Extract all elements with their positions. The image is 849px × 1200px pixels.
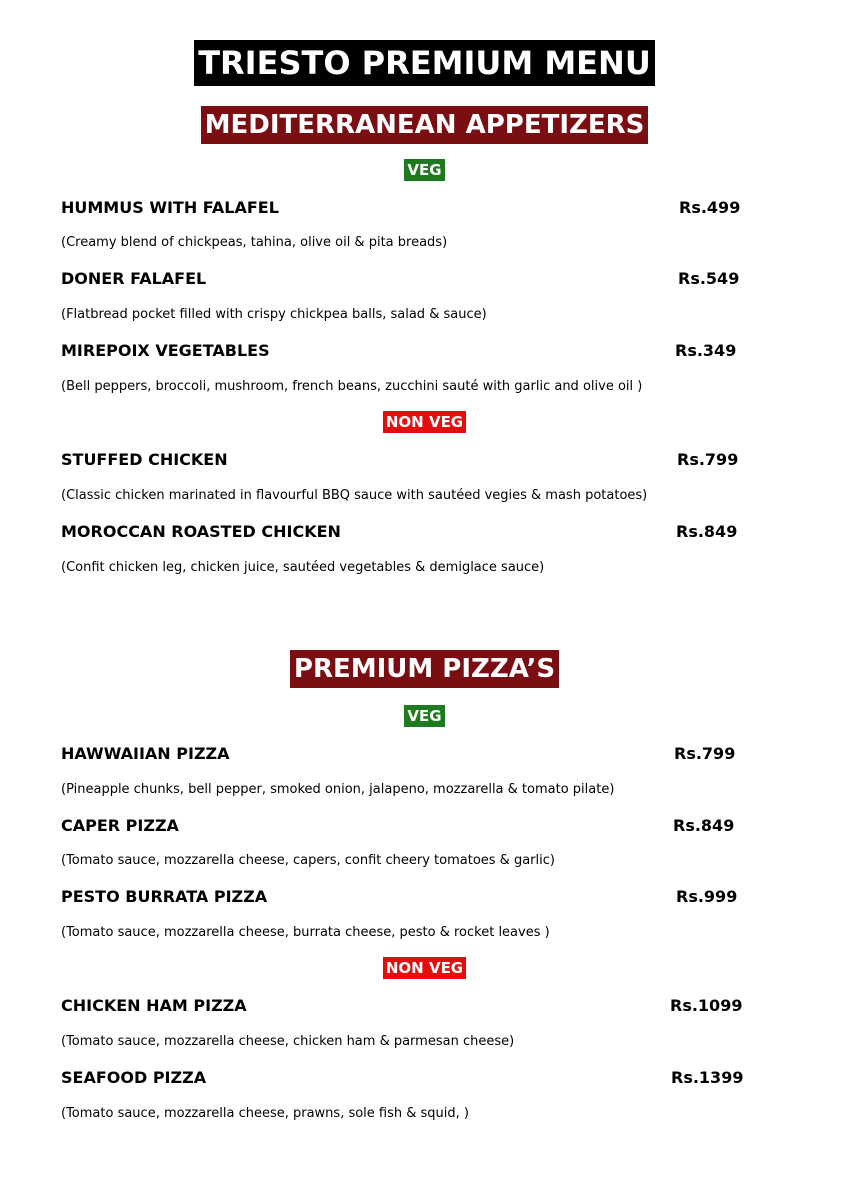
item-name: MOROCCAN ROASTED CHICKEN [61, 522, 341, 541]
section-header-pizzas [0, 650, 849, 688]
veg-badge: VEG [404, 159, 444, 181]
item-name: SEAFOOD PIZZA [61, 1068, 207, 1087]
item-name: DONER FALAFEL [61, 269, 207, 288]
item-name: STUFFED CHICKEN [61, 450, 228, 469]
item-price: Rs.849 [673, 816, 735, 835]
item-name: HUMMUS WITH FALAFEL [61, 198, 279, 217]
item-name: CAPER PIZZA [61, 816, 179, 835]
veg-badge-wrap [0, 159, 849, 181]
veg-badge-wrap [0, 705, 849, 727]
menu-title: TRIESTO PREMIUM MENU [194, 40, 655, 86]
item-name: MIREPOIX VEGETABLES [61, 341, 270, 360]
item-description: (Creamy blend of chickpeas, tahina, olive oil & pita breads) [61, 235, 448, 250]
item-name: CHICKEN HAM PIZZA [61, 996, 247, 1015]
item-price: Rs.1399 [671, 1068, 744, 1087]
item-price: Rs.799 [677, 450, 739, 469]
item-description: (Tomato sauce, mozzarella cheese, prawns, sole fish & squid, ) [61, 1106, 469, 1121]
item-description: (Pineapple chunks, bell pepper, smoked onion, jalapeno, mozzarella & tomato pilate) [61, 782, 615, 797]
item-description: (Flatbread pocket filled with crispy chickpea balls, salad & sauce) [61, 307, 487, 322]
item-price: Rs.999 [676, 887, 738, 906]
item-name: HAWWAIIAN PIZZA [61, 744, 230, 763]
veg-badge: VEG [404, 705, 444, 727]
item-price: Rs.349 [675, 341, 737, 360]
item-description: (Tomato sauce, mozzarella cheese, burrata cheese, pesto & rocket leaves ) [61, 925, 550, 940]
item-price: Rs.799 [674, 744, 736, 763]
item-description: (Bell peppers, broccoli, mushroom, french beans, zucchini sauté with garlic and olive oil ) [61, 379, 643, 394]
item-description: (Classic chicken marinated in flavourful BBQ sauce with sautéed vegies & mash potatoes) [61, 488, 648, 503]
item-price: Rs.549 [678, 269, 740, 288]
item-price: Rs.849 [676, 522, 738, 541]
nonveg-badge-wrap [0, 411, 849, 433]
item-name: PESTO BURRATA PIZZA [61, 887, 268, 906]
menu-title-wrap [0, 40, 849, 86]
item-description: (Tomato sauce, mozzarella cheese, capers, confit cheery tomatoes & garlic) [61, 853, 555, 868]
item-description: (Confit chicken leg, chicken juice, sautéed vegetables & demiglace sauce) [61, 560, 545, 575]
item-price: Rs.1099 [670, 996, 743, 1015]
section-header-appetizers [0, 106, 849, 144]
section-title: PREMIUM PIZZA’S [290, 650, 559, 688]
section-title: MEDITERRANEAN APPETIZERS [201, 106, 649, 144]
item-price: Rs.499 [679, 198, 741, 217]
nonveg-badge-wrap [0, 957, 849, 979]
nonveg-badge: NON VEG [383, 957, 466, 979]
item-description: (Tomato sauce, mozzarella cheese, chicken ham & parmesan cheese) [61, 1034, 515, 1049]
nonveg-badge: NON VEG [383, 411, 466, 433]
